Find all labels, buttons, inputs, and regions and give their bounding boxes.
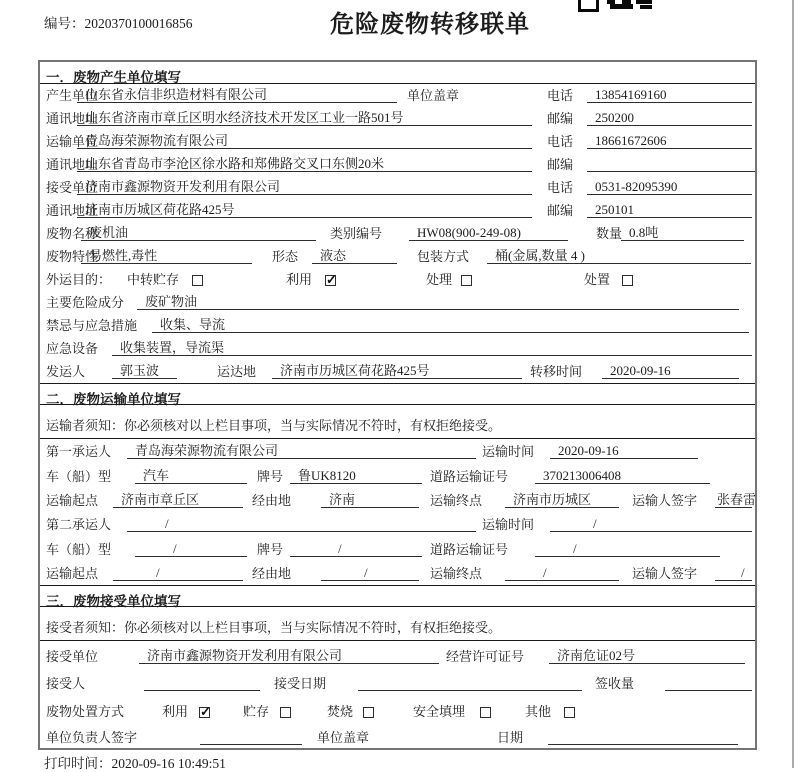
plate-label: 牌号: [257, 469, 284, 484]
date-value: [548, 729, 738, 745]
purpose-transfer-storage-checkbox: [192, 275, 203, 286]
zip-label: 邮编: [547, 203, 574, 218]
qr-block: [578, 0, 599, 12]
transporter-unit-row: [40, 130, 755, 153]
receive-date-value: [358, 675, 582, 691]
plate1-value: 鲁UK8120: [290, 468, 422, 484]
disposal-option-label: 贮存: [243, 704, 270, 719]
receiver-zip-value: 250101: [587, 202, 752, 218]
unit-seal-label: 单位盖章: [317, 730, 370, 745]
transport-time-label: 运输时间: [482, 517, 535, 532]
serial-value: 2020370100016856: [84, 16, 193, 31]
purpose-disposal-checkbox: [622, 275, 633, 286]
disposal-label: 废物处置方式: [46, 704, 125, 719]
route2-row: [40, 561, 755, 585]
qr-block: [622, 0, 631, 9]
producer-unit-row: [40, 84, 755, 107]
taboo-measures-row: [40, 314, 755, 337]
serial-number-line: [44, 12, 193, 32]
phone-label: 电话: [547, 88, 574, 103]
origin1-value: 济南市章丘区: [113, 492, 243, 508]
print-time-value: 2020-09-16 10:49:51: [111, 756, 226, 771]
waste-name-label: 废物名称: [46, 226, 99, 241]
characteristics-value: 易燃性,毒性: [81, 248, 252, 264]
transporter-unit-label: 运输单位: [46, 134, 99, 149]
receiver-phone-value: 0531-82095390: [587, 179, 752, 195]
transfer-purpose-row: [40, 268, 755, 291]
accepting-unit-label: 接受单位: [46, 649, 99, 664]
head-sign-value: [200, 729, 302, 745]
disposal-option-label: 其他: [525, 704, 552, 719]
end-label: 运输终点: [430, 493, 483, 508]
end1-value: 济南市历城区: [505, 492, 619, 508]
vehicle-type-label: 车（船）型: [46, 542, 112, 557]
destination-label: 运达地: [217, 364, 257, 379]
form-title: 危险废物转移联单: [330, 11, 530, 38]
second-carrier-label: 第二承运人: [46, 517, 112, 532]
waste-characteristics-row: [40, 245, 755, 268]
qr-block: [636, 0, 652, 4]
origin-label: 运输起点: [46, 566, 99, 581]
road-license1-value: 370213006408: [535, 468, 710, 484]
vehicle1-value: 汽车: [135, 468, 247, 484]
disposal-option-label: 利用: [162, 704, 189, 719]
recipient-label: 接受人: [46, 676, 86, 691]
transport-time1-value: 2020-09-16: [550, 443, 698, 459]
vehicle2-value: /: [135, 541, 247, 557]
road-license2-value: /: [535, 541, 720, 557]
disposal-option-label: 安全填埋: [413, 704, 466, 719]
qr-block: [640, 5, 652, 9]
phone-label: 电话: [547, 134, 574, 149]
page-right-edge: [792, 0, 794, 768]
permit-label: 经营许可证号: [446, 649, 525, 664]
carrier-sign2-value: /: [715, 565, 752, 581]
disposal-option-label: 焚烧: [327, 704, 354, 719]
characteristics-label: 废物特性: [46, 249, 99, 264]
producer-unit-value: 山东省永信非织造材料有限公司: [77, 87, 397, 103]
packaging-label: 包装方式: [417, 249, 470, 264]
quantity-value: 0.8吨: [621, 225, 744, 241]
packaging-value: 桶(金属,数量 4 ): [487, 248, 751, 264]
plate-label: 牌号: [257, 542, 284, 557]
carrier-sign-label: 运输人签字: [632, 566, 698, 581]
first-carrier-value: 青岛海荣源物流有限公司: [127, 443, 476, 459]
purpose-treatment-checkbox: [461, 275, 472, 286]
receiver-address-row: [40, 199, 755, 222]
first-carrier-row: [40, 439, 755, 463]
via2-value: /: [321, 565, 419, 581]
main-hazard-row: [40, 291, 755, 314]
receiver-address-value: 济南市历城区荷花路425号: [77, 202, 532, 218]
via1-value: 济南: [321, 492, 419, 508]
via-label: 经由地: [252, 493, 292, 508]
disposal-recycle-checkbox: [199, 707, 210, 718]
transporter-zip-value: [587, 156, 755, 172]
purpose-label: 外运目的：: [46, 272, 112, 287]
purpose-recycle-checkbox: [325, 275, 336, 286]
second-carrier-value: /: [127, 516, 476, 532]
emergency-equipment-row: [40, 337, 755, 360]
transport-time2-value: /: [550, 516, 752, 532]
received-qty-value: [665, 675, 752, 691]
accepting-unit-value: 济南市鑫源物资开发利用有限公司: [139, 648, 439, 664]
vehicle-type-label: 车（船）型: [46, 469, 112, 484]
transfer-time-value: 2020-09-16: [602, 363, 739, 379]
head-sign-label: 单位负责人签字: [46, 730, 138, 745]
shipper-row: [40, 360, 755, 383]
purpose-option-label: 中转贮存: [127, 272, 180, 287]
hazard-value: 废矿物油: [137, 294, 739, 310]
address-label: 通讯地址: [46, 203, 99, 218]
transporter-address-value: 山东省青岛市李沧区徐水路和郑佛路交叉口东侧20米: [77, 156, 532, 172]
phone-label: 电话: [547, 180, 574, 195]
transfer-time-label: 转移时间: [530, 364, 583, 379]
responsible-sign-row: [40, 723, 755, 749]
second-carrier-row: [40, 512, 755, 536]
producer-phone-value: 13854169160: [587, 87, 752, 103]
transporter-phone-value: 18661672606: [587, 133, 752, 149]
hazard-label: 主要危险成分: [46, 295, 125, 310]
purpose-option-label: 利用: [286, 272, 313, 287]
disposal-other-checkbox: [564, 707, 575, 718]
equipment-value: 收集装置，导流渠: [112, 340, 752, 356]
form-state-value: 液态: [312, 248, 397, 264]
producer-zip-value: 250200: [587, 110, 752, 126]
transporter-unit-value: 青岛海荣源物流有限公司: [77, 133, 532, 149]
receiver-unit-value: 济南市鑫源物资开发利用有限公司: [77, 179, 532, 195]
accepting-unit-row: [40, 641, 755, 668]
first-carrier-label: 第一承运人: [46, 444, 112, 459]
purpose-option-label: 处置: [584, 272, 611, 287]
date-label: 日期: [497, 730, 524, 745]
category-label: 类别编号: [330, 226, 383, 241]
vehicle2-row: [40, 536, 755, 561]
unit-seal-label: 单位盖章: [407, 88, 460, 103]
section3-heading: 三．废物接受单位填写: [40, 585, 755, 607]
vehicle1-row: [40, 463, 755, 488]
receiver-unit-label: 接受单位: [46, 180, 99, 195]
quantity-label: 数量: [596, 226, 623, 241]
route1-row: [40, 488, 755, 512]
plate2-value: /: [290, 541, 422, 557]
qr-code-fragment: [578, 0, 654, 10]
end2-value: /: [505, 565, 619, 581]
receive-date-label: 接受日期: [274, 676, 327, 691]
address-label: 通讯地址: [46, 157, 99, 172]
serial-label: 编号：: [44, 16, 85, 31]
shipper-value: 郭玉波: [112, 363, 177, 379]
taboo-value: 收集、导流: [152, 317, 749, 333]
disposal-landfill-checkbox: [480, 707, 491, 718]
zip-label: 邮编: [547, 111, 574, 126]
producer-unit-label: 产生单位: [46, 88, 99, 103]
print-time-label: 打印时间：: [44, 756, 112, 771]
receiver-notice: 接受者须知：你必须核对以上栏目事项，当与实际情况不符时，有权拒绝接受。: [40, 608, 755, 641]
transporter-notice: 运输者须知：你必须核对以上栏目事项，当与实际情况不符时，有权拒绝接受。: [40, 406, 755, 439]
road-license-label: 道路运输证号: [430, 542, 509, 557]
address-label: 通讯地址: [46, 111, 99, 126]
zip-label: 邮编: [547, 157, 574, 172]
section1-heading: 一．废物产生单位填写: [40, 62, 755, 84]
waste-name-value: 废机油: [81, 225, 316, 241]
taboo-label: 禁忌与应急措施: [46, 318, 138, 333]
equipment-label: 应急设备: [46, 341, 99, 356]
transfer-form-table: [38, 60, 757, 750]
origin2-value: /: [113, 565, 243, 581]
via-label: 经由地: [252, 566, 292, 581]
print-time-line: [44, 752, 226, 772]
disposal-incinerate-checkbox: [363, 707, 374, 718]
shipper-label: 发运人: [46, 364, 86, 379]
received-qty-label: 签收量: [595, 676, 635, 691]
destination-value: 济南市历城区荷花路425号: [272, 363, 522, 379]
end-label: 运输终点: [430, 566, 483, 581]
category-value: HW08(900-249-08): [409, 225, 568, 241]
recipient-row: [40, 668, 755, 695]
section2-heading: 二．废物运输单位填写: [40, 383, 755, 405]
carrier-sign-label: 运输人签字: [632, 493, 698, 508]
waste-name-row: [40, 222, 755, 245]
producer-address-value: 山东省济南市章丘区明水经济技术开发区工业一路501号: [77, 110, 532, 126]
recipient-value: [144, 675, 260, 691]
producer-address-row: [40, 107, 755, 130]
road-license-label: 道路运输证号: [430, 469, 509, 484]
transport-time-label: 运输时间: [482, 444, 535, 459]
disposal-storage-checkbox: [280, 707, 291, 718]
transporter-address-row: [40, 153, 755, 176]
purpose-option-label: 处理: [426, 272, 453, 287]
receiver-unit-row: [40, 176, 755, 199]
form-state-label: 形态: [272, 249, 299, 264]
permit-value: 济南危证02号: [549, 648, 745, 664]
carrier-sign1-value: 张春雷: [717, 492, 757, 507]
disposal-method-row: [40, 695, 755, 723]
origin-label: 运输起点: [46, 493, 99, 508]
